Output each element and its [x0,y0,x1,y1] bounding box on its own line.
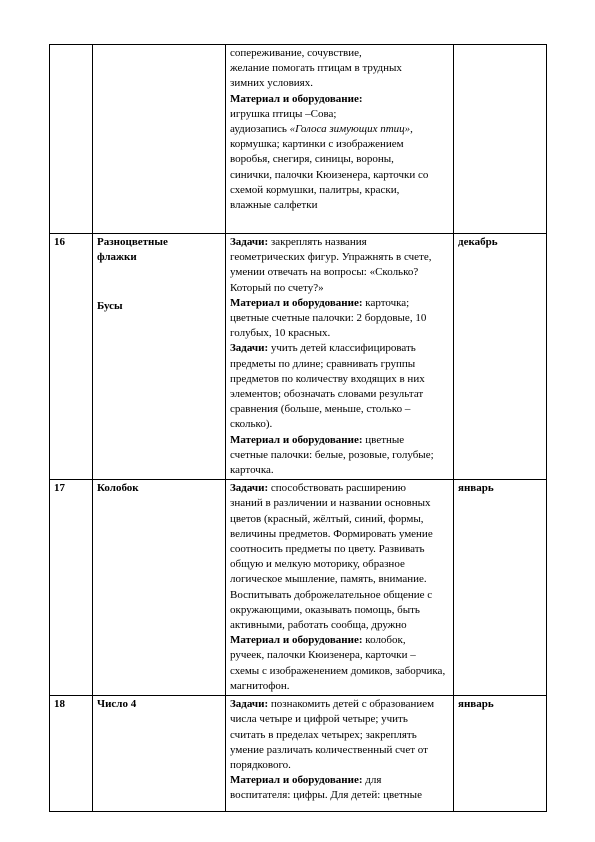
text-line: элементов; обозначать словами результат [230,388,424,401]
text-line: учить детей классифицировать [268,342,416,355]
text-line: счетные палочки: белые, розовые, голубые; [230,448,434,461]
text-line: предметов по количеству входящих в них [230,372,425,385]
spacer [97,265,221,299]
material-label: Материал и оборудование: [230,296,363,309]
text-line: ручеек, палочки Кюизенера, карточки – [230,649,416,662]
text-line: считать в пределах четырех; закреплять [230,728,417,741]
table-row-continuation [50,45,547,234]
content-cell [226,696,454,812]
audio-line [230,122,449,137]
text-line: зимних условиях. [230,77,313,90]
text-line: познакомить детей с образованием [268,698,435,711]
text-line: цветные счетные палочки: 2 бордовые, 10 [230,312,427,325]
text-line: синички, палочки Кюизенера, карточки со [230,168,429,181]
topic-cell: Число 4 [93,696,226,812]
number-cell: 16 [50,234,93,480]
task-label: Задачи: [230,698,269,711]
text-line: закреплять названия [268,236,367,248]
month-cell [454,45,547,234]
text-line: игрушка птицы –Сова; [230,107,337,120]
table-row-16 [50,234,547,480]
text-line: соотносить предметы по цвету. Развивать [230,543,425,556]
text-line: сопереживание, сочувствие, [230,47,362,59]
text-line: числа четыре и цифрой четыре; учить [230,713,408,726]
text-line: активными, работать сообща, дружно [230,619,407,632]
material-label: Материал и оборудование: [230,433,363,446]
text-line: воспитателя: цифры. Для детей: цветные [230,789,422,802]
topic-cell: Колобок [93,480,226,696]
material-label: Материал и оборудование: [230,634,363,647]
audio-prefix: аудиозапись [230,123,290,136]
text-line: умении отвечать на вопросы: «Сколько? [230,266,419,279]
text-line: геометрических фигур. Упражнять в счете, [230,251,432,264]
content-cell [226,45,454,234]
text-line: Который по счету?» [230,281,324,294]
lesson-plan-table [49,44,547,812]
month-cell: январь [454,480,547,696]
material-label: Материал и оборудование: [230,92,363,105]
text-line: колобок, [362,634,406,647]
text-line: общую и мелкую моторику, образное [230,558,405,571]
topic-cell [93,45,226,234]
audio-title: «Голоса зимующих птиц» [289,123,411,136]
text-line: схемы с изображенением домиков, заборчика, [230,664,446,677]
task-label: Задачи: [230,342,269,355]
material-label: Материал и оборудование: [230,774,363,787]
text-line: карточка; [362,296,410,309]
text-line: воробья, снегиря, синицы, вороны, [230,153,394,166]
topic-line: Бусы [97,300,123,313]
topic-cell [93,234,226,480]
text-line: сколько). [230,418,273,431]
topic-line: флажки [97,251,137,264]
topic-line: Разноцветные [97,236,168,248]
text-line: умение различать количественный счет от [230,743,428,756]
task-label: Задачи: [230,482,269,495]
number-cell: 17 [50,480,93,696]
text-line: желание помогать птицам в трудных [230,62,402,75]
text-line: сравнения (больше, меньше, столько – [230,403,411,416]
text-line: способствовать расширению [268,482,406,495]
number-cell: 18 [50,696,93,812]
month-cell: декабрь [454,234,547,480]
number-cell [50,45,93,234]
audio-suffix: , [410,123,413,136]
text-line: магнитофон. [230,679,290,692]
text-line: влажные салфетки [230,199,318,212]
text-line: цветные [362,433,405,446]
text-line: для [362,774,382,787]
text-line: логическое мышление, память, внимание. [230,573,427,586]
text-line: знаний в различении и названии основных [230,497,431,510]
text-line: схемой кормушки, палитры, краски, [230,183,400,196]
task-label: Задачи: [230,236,269,248]
text-line: предметы по длине; сравнивать группы [230,357,416,370]
table-row-17 [50,480,547,696]
text-line: величины предметов. Формировать умение [230,527,433,540]
month-cell: январь [454,696,547,812]
content-cell [226,234,454,480]
text-line: голубых, 10 красных. [230,327,331,340]
text-line: порядкового. [230,758,291,771]
text-line: Воспитывать доброжелательное общение с [230,588,433,601]
text-line: карточка. [230,464,274,477]
content-cell [226,480,454,696]
table-row-18 [50,696,547,812]
text-line: кормушка; картинки с изображением [230,138,404,151]
text-line: окружающими, оказывать помощь, быть [230,603,420,616]
text-line: цветов (красный, жёлтый, синий, формы, [230,512,424,525]
